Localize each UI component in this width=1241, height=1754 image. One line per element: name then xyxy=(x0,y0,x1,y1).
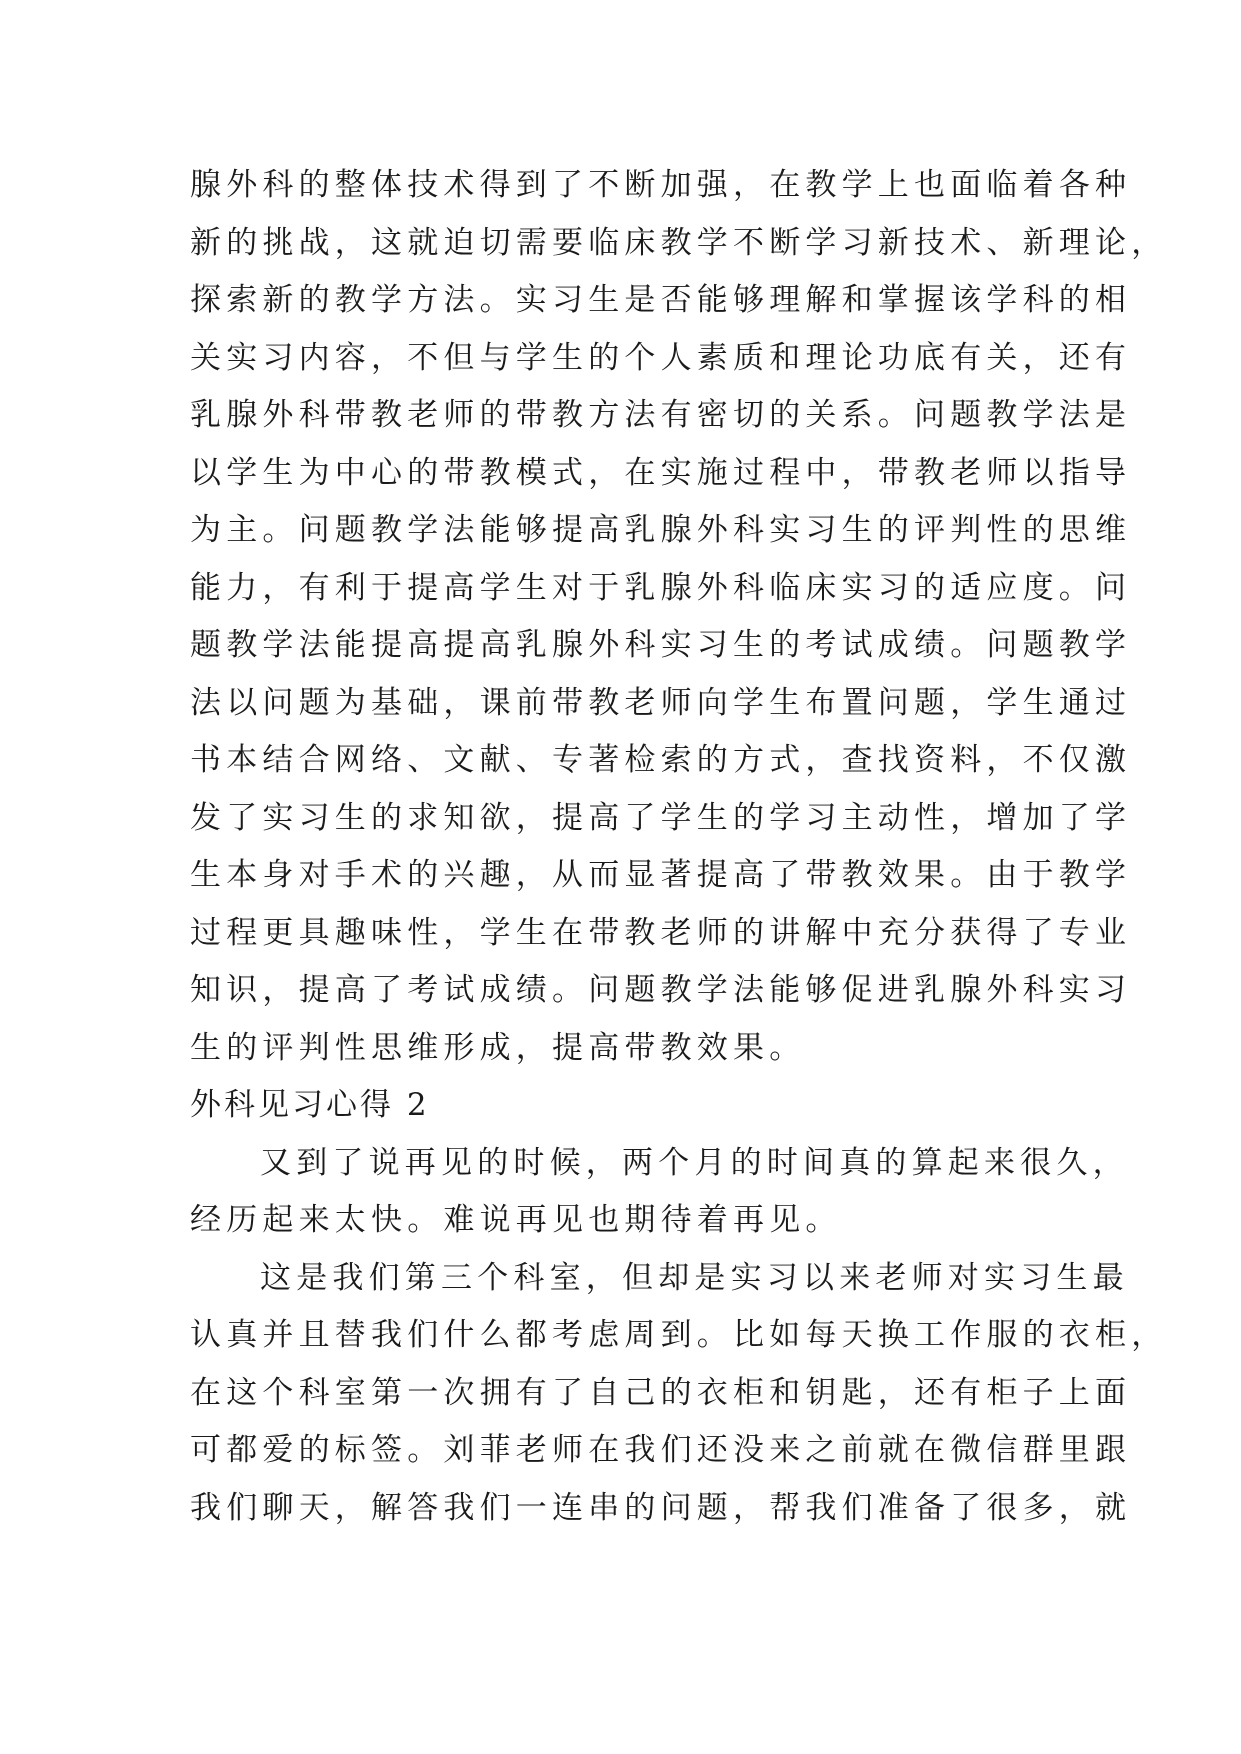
paragraph-line: 题教学法能提高提高乳腺外科实习生的考试成绩。问题教学 xyxy=(190,627,1132,663)
paragraph-line: 发了实习生的求知欲，提高了学生的学习主动性，增加了学 xyxy=(190,799,1132,836)
paragraph-line: 在这个科室第一次拥有了自己的衣柜和钥匙，还有柜子上面 xyxy=(190,1374,1132,1411)
paragraph-line: 书本结合网络、文献、专著检索的方式，查找资料，不仅激 xyxy=(190,742,1132,778)
paragraph-continued xyxy=(190,157,1168,1077)
paragraph-line: 我们聊天，解答我们一连串的问题，帮我们准备了很多，就 xyxy=(190,1489,1132,1526)
paragraph-line: 知识，提高了考试成绩。问题教学法能够促进乳腺外科实习 xyxy=(190,972,1132,1008)
section-heading: 外科见习心得 2 xyxy=(190,1087,430,1123)
paragraph-line: 腺外科的整体技术得到了不断加强，在教学上也面临着各种 xyxy=(190,167,1132,203)
paragraph-3 xyxy=(190,1250,1168,1538)
paragraph-line: 又到了说再见的时候，两个月的时间真的算起来很久， xyxy=(260,1144,1129,1181)
paragraph-line: 生的评判性思维形成，提高带教效果。 xyxy=(190,1029,806,1066)
paragraph-line: 经历起来太快。难说再见也期待着再见。 xyxy=(190,1202,842,1238)
paragraph-line: 乳腺外科带教老师的带教方法有密切的关系。问题教学法是 xyxy=(190,397,1132,433)
paragraph-line: 探索新的教学方法。实习生是否能够理解和掌握该学科的相 xyxy=(190,282,1132,318)
paragraph-line: 可都爱的标签。刘菲老师在我们还没来之前就在微信群里跟 xyxy=(190,1432,1132,1468)
paragraph-line: 这是我们第三个科室，但却是实习以来老师对实习生最 xyxy=(260,1259,1129,1296)
paragraph-line: 为主。问题教学法能够提高乳腺外科实习生的评判性的思维 xyxy=(190,512,1132,548)
paragraph-line: 认真并且替我们什么都考虑周到。比如每天换工作服的衣柜， xyxy=(190,1317,1168,1353)
document-body xyxy=(190,157,1168,1537)
paragraph-2 xyxy=(190,1135,1129,1250)
paragraph-line: 法以问题为基础，课前带教老师向学生布置问题，学生通过 xyxy=(190,684,1132,721)
paragraph-line: 过程更具趣味性，学生在带教老师的讲解中充分获得了专业 xyxy=(190,914,1132,951)
paragraph-line: 关实习内容，不但与学生的个人素质和理论功底有关，还有 xyxy=(190,339,1132,376)
paragraph-line: 能力，有利于提高学生对于乳腺外科临床实习的适应度。问 xyxy=(190,569,1132,606)
paragraph-line: 生本身对手术的兴趣，从而显著提高了带教效果。由于教学 xyxy=(190,857,1132,893)
paragraph-line: 新的挑战，这就迫切需要临床教学不断学习新技术、新理论， xyxy=(190,224,1168,261)
paragraph-line: 以学生为中心的带教模式，在实施过程中，带教老师以指导 xyxy=(190,454,1132,491)
